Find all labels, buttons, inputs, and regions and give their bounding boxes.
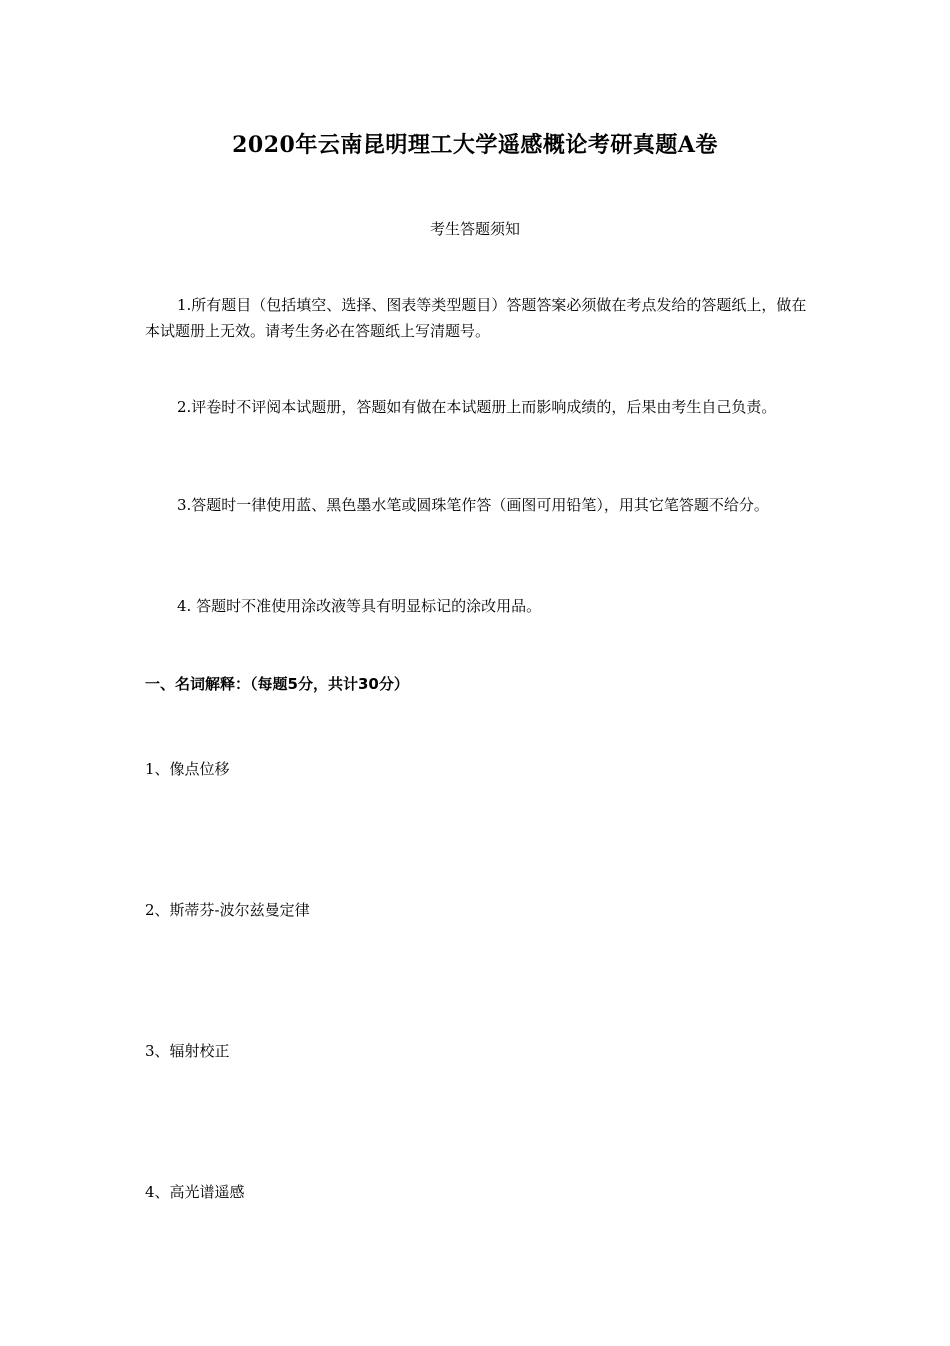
question-2: 2、斯蒂芬-波尔兹曼定律 xyxy=(145,901,310,919)
instruction-4: 4. 答题时不准使用涂改液等具有明显标记的涂改用品。 xyxy=(177,597,542,615)
page-title: 2020年云南昆明理工大学遥感概论考研真题A卷 xyxy=(232,132,718,158)
instruction-2: 2.评卷时不评阅本试题册，答题如有做在本试题册上而影响成绩的，后果由考生自己负责。 xyxy=(177,398,777,416)
instruction-1: 1.所有题目（包括填空、选择、图表等类型题目）答题答案必须做在考点发给的答题纸上，做在本试题册上无效。请考生务必在答题纸上写清题号。 xyxy=(145,296,807,340)
section-heading: 一、名词解释：（每题5分，共计30分） xyxy=(145,675,409,693)
instructions-heading: 考生答题须知 xyxy=(429,220,520,238)
question-4: 4、高光谱遥感 xyxy=(145,1183,245,1201)
question-3: 3、辐射校正 xyxy=(145,1042,230,1060)
question-1: 1、像点位移 xyxy=(145,760,230,778)
instruction-3: 3.答题时一律使用蓝、黑色墨水笔或圆珠笔作答（画图可用铅笔），用其它笔答题不给分。 xyxy=(177,496,769,514)
